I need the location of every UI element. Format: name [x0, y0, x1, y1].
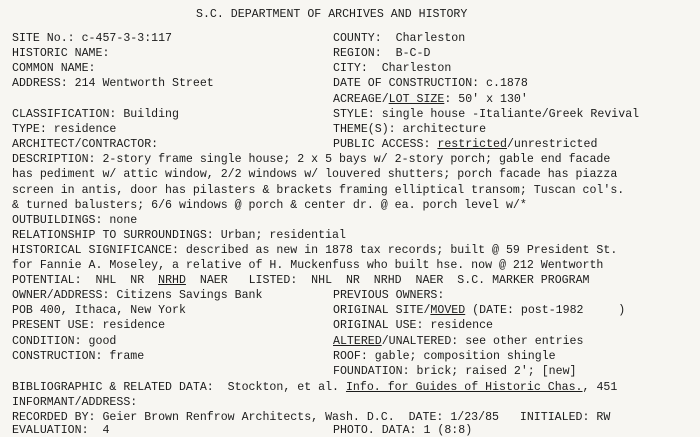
- lot-size-value: : 50' x 130': [444, 93, 528, 106]
- altered-unaltered: [333, 334, 583, 349]
- original-site-label: ORIGINAL SITE/: [333, 304, 431, 317]
- present-use: PRESENT USE: residence: [12, 319, 166, 332]
- public-access-label: PUBLIC ACCESS:: [333, 138, 438, 151]
- common-name: COMMON NAME:: [12, 62, 96, 75]
- original-site: [333, 303, 625, 318]
- bibliography-label: BIBLIOGRAPHIC & RELATED DATA: Stockton, et al.: [12, 381, 346, 394]
- region: REGION: B-C-D: [333, 47, 431, 60]
- original-use: ORIGINAL USE: residence: [333, 319, 494, 332]
- original-site-date: (DATE: post-1982 ): [465, 304, 626, 317]
- address: ADDRESS: 214 Wentworth Street: [12, 77, 214, 90]
- classification: CLASSIFICATION: Building: [12, 108, 179, 121]
- altered-label: ALTERED: [333, 335, 382, 348]
- site-number: SITE No.: c-457-3-3:117: [12, 32, 173, 45]
- style: STYLE: single house -Italiante/Greek Revival: [333, 108, 640, 121]
- owner-address: OWNER/ADDRESS: Citizens Savings Bank: [12, 289, 263, 302]
- bibliographic-data: [12, 380, 617, 395]
- public-access: [333, 137, 597, 152]
- description-line: & turned balusters; 6/6 windows @ porch & center dr. @ ea. porch level w/*: [12, 199, 527, 212]
- outbuildings: OUTBUILDINGS: none: [12, 214, 138, 227]
- potential-label: POTENTIAL: NHL NR: [12, 274, 159, 287]
- city: CITY: Charleston: [333, 62, 452, 75]
- lot-size-label: LOT SIZE: [388, 93, 445, 106]
- themes: THEME(S): architecture: [333, 123, 487, 136]
- construction: CONSTRUCTION: frame: [12, 350, 145, 363]
- bibliography-page: , 451: [582, 381, 618, 394]
- historical-significance-line: HISTORICAL SIGNIFICANCE: described as new in 1878 tax records; built @ 59 President St.: [12, 244, 618, 257]
- acreage-label: ACREAGE/: [333, 93, 389, 106]
- acreage-lot-size: [333, 92, 528, 107]
- recorded-by: RECORDED BY: Geier Brown Renfrow Architects, Wash. D.C. DATE: 1/23/85 INITIALED: RW: [12, 411, 611, 424]
- potential-nrhd: NRHD: [158, 274, 186, 287]
- public-access-restricted: restricted: [437, 138, 507, 151]
- historic-name: HISTORIC NAME:: [12, 47, 110, 60]
- potential-listed: [12, 273, 589, 288]
- public-access-rest: /unrestricted: [506, 138, 598, 151]
- previous-owners: PREVIOUS OWNERS:: [333, 289, 445, 302]
- relationship-to-surroundings: RELATIONSHIP TO SURROUNDINGS: Urban; residential: [12, 229, 346, 242]
- photo-data: PHOTO. DATA: 1 (8:8): [333, 424, 473, 437]
- form-title: S.C. DEPARTMENT OF ARCHIVES AND HISTORY: [196, 8, 468, 21]
- owner-pob: POB 400, Ithaca, New York: [12, 304, 186, 317]
- description-line: screen in antis, door has pilasters & brackets framing elliptical transom; Tuscan col's.: [12, 184, 625, 197]
- historical-significance-line: for Fannie A. Moseley, a relative of H. Muckenfuss who built hse. now @ 212 Wentworth: [12, 259, 604, 272]
- informant-address: INFORMANT/ADDRESS:: [12, 396, 138, 409]
- description-line: DESCRIPTION: 2-story frame single house; 2 x 5 bays w/ 2-story porch; gable end facade: [12, 153, 611, 166]
- architect-contractor: ARCHITECT/CONTRACTOR:: [12, 138, 159, 151]
- evaluation: EVALUATION: 4: [12, 424, 110, 437]
- potential-rest: NAER LISTED: NHL NR NRHD NAER S.C. MARKER PROGRAM: [185, 274, 590, 287]
- county: COUNTY: Charleston: [333, 32, 466, 45]
- type: TYPE: residence: [12, 123, 117, 136]
- date-of-construction: DATE OF CONSTRUCTION: c.1878: [333, 77, 528, 90]
- original-site-moved: MOVED: [430, 304, 466, 317]
- description-line: has pediment w/ attic window, 2/2 windows w/ louvered shutters; porch facade has piazza: [12, 168, 618, 181]
- condition: CONDITION: good: [12, 335, 117, 348]
- roof: ROOF: gable; composition shingle: [333, 350, 556, 363]
- bibliography-source: Info. for Guides of Historic Chas.: [345, 381, 583, 394]
- foundation: FOUNDATION: brick; raised 2'; [new]: [333, 365, 577, 378]
- altered-rest: /UNALTERED: see other entries: [381, 335, 584, 348]
